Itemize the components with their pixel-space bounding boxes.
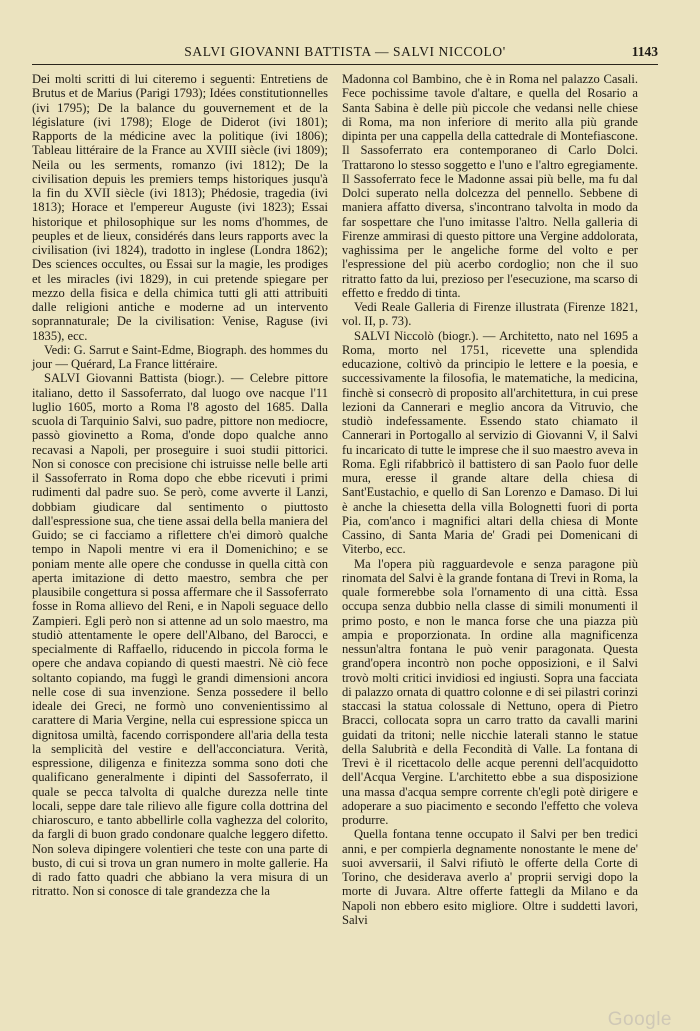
watermark: Google (607, 1009, 672, 1030)
right-column (342, 72, 638, 927)
paragraph-salvi-giovanni-battista: SALVI Giovanni Battista (biogr.). — Celebre pittore italiano, detto il Sassoferrato, dal luogo ove nacque l'11 luglio 1605, morto a Roma l'8 agosto del 1685. Dalla scuola di Tarquinio Salvi, suo padre, pittore non mediocre, passò giovinetto a Roma, d'onde dopo qualche anno recavasi a Napoli, per proseguire i suoi studii pittorici. Non si conosce con precisione chi istruisse nelle belle arti il Sassoferrato in Roma dopo che ebbe ricevuti i primi rudimenti dal padre suo. Se però, come avverte il Lanzi, dobbiam giudicare dal sentimento o piuttosto dall'espressione sua, che tiene assai della bella maniera del Guido; se ci facciamo a riflettere ch'ei dimorò qualche tempo in Napoli mentre vi era il Domenichino; e se poniam mente alle opere che condusse in quella città con aperta imitazione di detto maestro, sembra che per plausibile congettura si possa affermare che il Sassoferrato fosse in Roma allievo del Reni, e in Napoli seguace dello Zampieri. Egli però non si attenne ad un solo maestro, ma studiò attentamente le opere dell'Albano, del Barocci, e specialmente di Raffaello, riducendo in piccola forma le opere che andava copiando di questi maestri. Nè ciò fece soltanto copiando, ma fuggì le grandi dimensioni ancora nelle cose di sua invenzione. Senza possedere il bello ideale dei Greci, ne formò uno convenientissimo al carattere di Maria Vergine, nella cui espressione spicca un dignitosa umiltà, facendo corrispondere all'aria della testa la semplicità del vestire e dell'acconciatura. Verità, espressione, diligenza e finitezza somma sono doti che qualificano generalmente i dipinti del Sassoferrato, il quale se pecca talvolta di qualche durezza nelle tinte locali, seppe dare tale rilievo alle figure colla dottrina del chiaroscuro, e tanto abbellirle colla vaghezza del colorito, da fargli di buon grado condonare qualche leggero difetto. Non soleva dipingere volentieri che teste con una parte di busto, di cui si trova un gran numero in molte gallerie. Ha di rado fatto quadri che abbiano la vera misura di un ritratto. Non si conosce di tale grandezza che la (32, 371, 328, 899)
paragraph-references-galleria: Vedi Reale Galleria di Firenze illustrata (Firenze 1821, vol. II, p. 73). (342, 300, 638, 329)
paragraph-salvi-niccolo: SALVI Niccolò (biogr.). — Architetto, nato nel 1695 a Roma, morto nel 1751, ricevette una splendida educazione, coltivò da principio le lettere e la poesia, e successivamente la filosofia, le matematiche, la medicina, finchè si consecrò di proposito all'architettura, in cui prese lezioni da Cannerari e meglio ancora da Vitruvio, che studiò indefessamente. Essendo stato chiamato il Cannerari in Portogallo al servizio di Giovanni V, il Salvi fu incaricato di tutte le imprese che il suo maestro aveva in Roma. Egli rifabbricò il battistero di san Paolo fuor delle mura, eresse il grande altare della chiesa di Sant'Eustachio, e quello di San Lorenzo e Damaso. Di lui è anche la chiesetta della villa Bolognetti fuori di porta Pia, com'anco i magnifici altari della chiesa di Monte Cassino, di Santa Maria de' Gradi pei Domenicani di Viterbo, ecc. (342, 328, 638, 557)
paragraph-references-sarrut: Vedi: G. Sarrut e Saint-Edme, Biograph. des hommes du jour — Quérard, La France littéraire. (32, 342, 329, 371)
paragraph-writings-list: Dei molti scritti di lui citeremo i seguenti: Entretiens de Brutus et de Marius (Parigi 1793); Idées constitutionnelles (ivi 1795); De la balance du gouvernement et de la législature (ivi 1798); Eloge de Diderot (ivi 1801); Rapports de la médicine avec la politique (ivi 1806); Tableau littéraire de la France au XVIII siècle (ivi 1809); Neila ou les serments, romanzo (ivi 1812); De la civilisation depuis les premiers temps historiques jusqu'à la fin du XVII siècle (ivi 1813); Phédosie, tragedia (ivi 1813); Horace et l'empereur Auguste (ivi 1823); Essai historique et philosophique sur les noms d'hommes, de peuples et de lieux, considérés dans leurs rapports avec la civilisation (ivi 1824), tradotto in inglese (Londra 1862); Des sciences occultes, ou Essai sur la magie, les prodiges et les miracles (ivi 1829), in cui pretende spiegare per mezzo della fisica e della chimica tutti gli atti attribuiti dalle religioni antiche e moderne ad un intervento soprannaturale; De la civilisation: Venise, Raguse (ivi 1835), ecc. (32, 72, 328, 343)
paragraph-sassoferrato-continued: Madonna col Bambino, che è in Roma nel palazzo Casali. Fece pochissime tavole d'altare, e quella del Rosario a Santa Sabina è delle più piccole che vedansi nelle chiese di Roma, ma non inferiore di merito alla più grande dipinta per una cappella della cattedrale di Montefiascone. Il Sassoferrato era contemporaneo di Carlo Dolci. Trattarono lo stesso soggetto e l'uno e l'altro egregiamente. Il Sassoferrato fece le Madonne assai più belle, ma fu dal Dolci superato nella dolcezza del pennello. Sebbene di maniera affatto diversa, s'incontrano talvolta in modo da far sospettare che l'uno imitasse l'altro. Nella galleria di Firenze ammirasi di questo pittore una Vergine addolorata, vaghissima per le angeliche forme del volto e per l'espressione del più acerbo cordoglio; non che il suo ritratto fatto da lui, prezioso per l'esecuzione, ma scarso di effetto e freddo di tinta. (342, 72, 638, 300)
left-column (32, 72, 328, 899)
running-head: SALVI GIOVANNI BATTISTA — SALVI NICCOLO' (184, 44, 506, 59)
paragraph-fontana-di-trevi: Ma l'opera più ragguardevole e senza paragone più rinomata del Salvi è la grande fontana di Trevi in Roma, la quale formerebbe sola l'ornamento di una città. Essa occupa senza dubbio nella classe di simili monumenti il primo posto, e non le manca forse che una piazza più ampia e proporzionata. In ordine alla magnificenza nessun'altra fontana le può venir paragonata. Questa grand'opera incontrò non poche opposizioni, e il Salvi trovò molti critici invidiosi ed ingiusti. Sopra una facciata di palazzo ornata di quattro colonne e di sei pilastri corinzi staccasi la statua colossale di Nettuno, opera di Pietro Bracci, collocata sopra un carro tratto da cavalli marini guidati da tritoni; nelle nicchie laterali stanno le statue della Salubrità e della Fecondità di Valle. La fontana di Trevi è il ricettacolo delle acque perenni dell'acquidotto dell'Acqua Vergine. L'architetto ebbe a sua disposizione una massa d'acqua sempre corrente ch'egli potè dirigere e adoperare a suo piacimento e secondo l'effetto che voleva produrre. (342, 556, 638, 827)
page-number: 1143 (631, 44, 658, 59)
page-header (32, 44, 658, 65)
paragraph-torino-offers: Quella fontana tenne occupato il Salvi per ben tredici anni, e per compierla degnamente nonostante le mene de' suoi avversarii, il Salvi rifiutò le offerte della Corte di Torino, che desiderava averlo a' proprii servigi dopo la morte di Juvara. Altre offerte fattegli da Milano e da Napoli non ebbero esito migliore. Oltre i suddetti lavori, Salvi (342, 827, 638, 927)
